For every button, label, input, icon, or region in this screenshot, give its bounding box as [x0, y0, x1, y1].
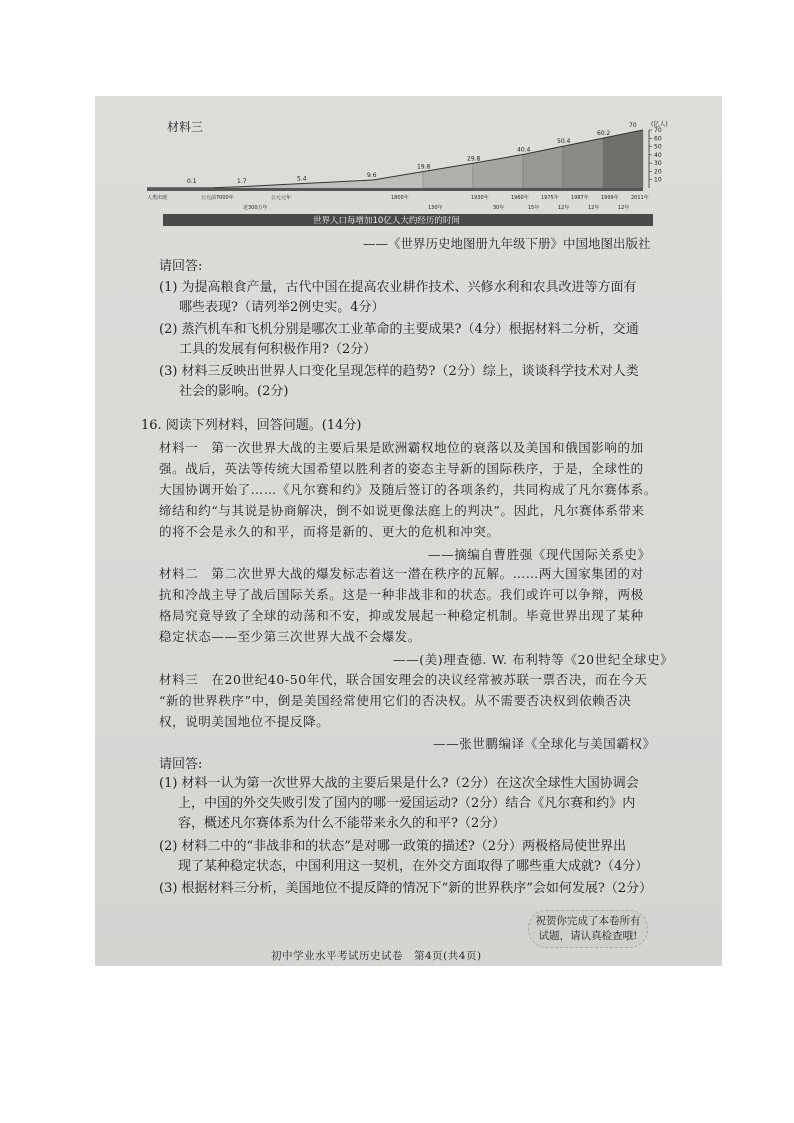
- q15-item: 哪些表现?（请列举2例史实。4分）: [179, 300, 385, 315]
- span-label: 12年: [588, 205, 600, 211]
- span-label: 130年: [428, 205, 443, 211]
- material-line: 格局究竟导致了全球的动荡和不安，抑或发展起一种稳定机制。毕竟世界出现了某种: [159, 608, 644, 623]
- span-label: 近300万年: [243, 205, 268, 211]
- material-line: 的将不会是永久的和平，而将是新的、更大的危机和冲突。: [159, 524, 500, 539]
- data-label: 70: [629, 122, 637, 129]
- population-segment: [603, 130, 643, 188]
- material-line: 大国协调开始了……《凡尔赛和约》及随后签订的各项条约，共同构成了凡尔赛体系。: [159, 482, 657, 497]
- q15-ask: 请回答:: [159, 259, 203, 274]
- q16-material1: [159, 439, 699, 559]
- y-tick-label: 10: [654, 176, 662, 184]
- period-label: 1999年: [601, 195, 619, 201]
- material-line: 稳定状态——至少第三次世界大战不会爆发。: [159, 629, 422, 644]
- q16-item: (1) 材料一认为第一次世界大战的主要后果是什么?（2分）在这次全球性大国协调会: [159, 776, 639, 791]
- material-line: 强。战后，英法等传统大国希望以胜利者的姿态主导新的国际秩序，于是，全球性的: [159, 461, 644, 476]
- material-line: 抗和冷战主导了战后国际关系。这是一种非战非和的状态。我们或许可以争辩，两极: [159, 587, 644, 602]
- chart-source: ——《世界历史地图册九年级下册》中国地图出版社: [363, 236, 651, 251]
- material3-source: ——张世鹏编译《全球化与美国霸权》: [433, 736, 656, 751]
- q16-heading: 16. 阅读下列材料，回答问题。(14分): [141, 418, 362, 433]
- y-axis-label: (亿人): [651, 121, 668, 128]
- y-tick-label: 70: [654, 127, 662, 134]
- data-label: 40.4: [517, 146, 531, 154]
- q15-item: (1) 为提高粮食产量，古代中国在提高农业耕作技术、兴修水利和农具改进等方面有: [159, 280, 637, 295]
- period-label: 1960年: [511, 195, 529, 201]
- data-label: 50.4: [557, 138, 571, 146]
- data-label: 19.8: [417, 163, 431, 171]
- congrats-bubble: [528, 910, 648, 948]
- q15-block: [159, 258, 699, 408]
- chart-caption: 世界人口每增加10亿人大约经历的时间: [313, 216, 460, 226]
- data-label: 60.2: [597, 130, 611, 138]
- q16-material2: [159, 565, 699, 655]
- data-label: 9.6: [367, 172, 377, 180]
- y-tick-label: 30: [654, 160, 662, 168]
- material3-label: 材料三: [167, 120, 204, 134]
- y-tick-label: 60: [654, 135, 662, 143]
- exam-page: [95, 96, 722, 966]
- population-segment: [563, 138, 603, 188]
- congrats-line: 祝贺你完成了本卷所有: [535, 915, 641, 927]
- period-label: 2011年: [631, 195, 649, 201]
- timeline-bar: [147, 188, 643, 191]
- period-label: 公元元年: [271, 195, 292, 201]
- q16-item: 容，概述凡尔赛体系为什么不能带来永久的和平?（2分）: [178, 816, 506, 831]
- q15-item: 社会的影响。(2分): [179, 384, 289, 399]
- y-tick-label: 20: [654, 168, 662, 176]
- period-label: 1800年: [391, 195, 409, 201]
- period-label: 人类出现: [147, 195, 168, 201]
- q15-item: (3) 材料三反映出世界人口变化呈现怎样的趋势?（2分）综上，谈谈科学技术对人类: [159, 364, 639, 379]
- material-line: 材料一 第一次世界大战的主要后果是欧洲霸权地位的衰落以及美国和俄国影响的加: [159, 440, 644, 455]
- data-label: 5.4: [297, 175, 307, 183]
- q15-item: 工具的发展有何积极作用?（2分）: [179, 342, 377, 357]
- material-line: 缔结和约“与其说是协商解决，倒不如说更像法庭上的判决”。因此，凡尔赛体系带来: [159, 503, 645, 518]
- span-label: 12年: [558, 205, 570, 211]
- q16-item: 现了某种稳定状态，中国利用这一契机，在外交方面取得了哪些重大成就?（4分）: [178, 859, 649, 874]
- data-label: 29.8: [467, 155, 481, 163]
- q16-item: (3) 根据材料三分析，美国地位不提反降的情况下“新的世界秩序”会如何发展?（2分）: [159, 881, 653, 896]
- q16-ask: 请回答:: [159, 757, 203, 772]
- data-label: 1.7: [237, 178, 247, 185]
- material-line: “新的世界秩序”中，倒是美国经常使用它们的否决权。从不需要否决权到依赖否决: [159, 693, 632, 708]
- y-tick-label: 40: [654, 151, 662, 159]
- material-line: 材料二 第二次世界大战的爆发标志着这一潜在秩序的瓦解。……两大国家集团的对: [159, 566, 644, 581]
- q16-item: (2) 材料二中的“非战非和的状态”是对哪一政策的描述?（2分）两极格局使世界出: [159, 839, 627, 854]
- material-line: 材料三 在20世纪40-50年代，联合国安理会的决议经常被苏联一票否决，而在今天: [159, 672, 648, 687]
- q16-material3: [159, 671, 699, 741]
- y-tick-label: 50: [654, 143, 662, 151]
- q15-item: (2) 蒸汽机车和飞机分别是哪次工业革命的主要成果?（4分）根据材料二分析，交通: [159, 322, 639, 337]
- data-label: 0.1: [187, 178, 197, 185]
- span-label: 12年: [618, 205, 630, 211]
- q16-item: 上，中国的外交失败引发了国内的哪一爱国运动?（2分）结合《凡尔赛和约》内: [178, 796, 636, 811]
- congrats-line: 试题，请认真检查哦!: [538, 930, 638, 942]
- material-line: 权，说明美国地位不提反降。: [159, 714, 330, 729]
- period-label: 1987年: [571, 195, 589, 201]
- span-label: 15年: [528, 205, 540, 211]
- span-label: 30年: [493, 205, 505, 211]
- population-segment: [473, 155, 523, 189]
- material1-source: ——摘编自曹胜强《现代国际关系史》: [428, 547, 651, 562]
- q16-questions: [159, 756, 719, 896]
- material2-source: ——(美)理查德. W. 布利特等《20世纪全球史》: [393, 652, 674, 667]
- period-label: 1975年: [541, 195, 559, 201]
- population-chart: [143, 118, 683, 233]
- period-label: 1930年: [471, 195, 489, 201]
- page-footer: 初中学业水平考试历史试卷 第4页(共4页): [271, 950, 482, 962]
- period-label: 公元前7000年: [201, 195, 234, 201]
